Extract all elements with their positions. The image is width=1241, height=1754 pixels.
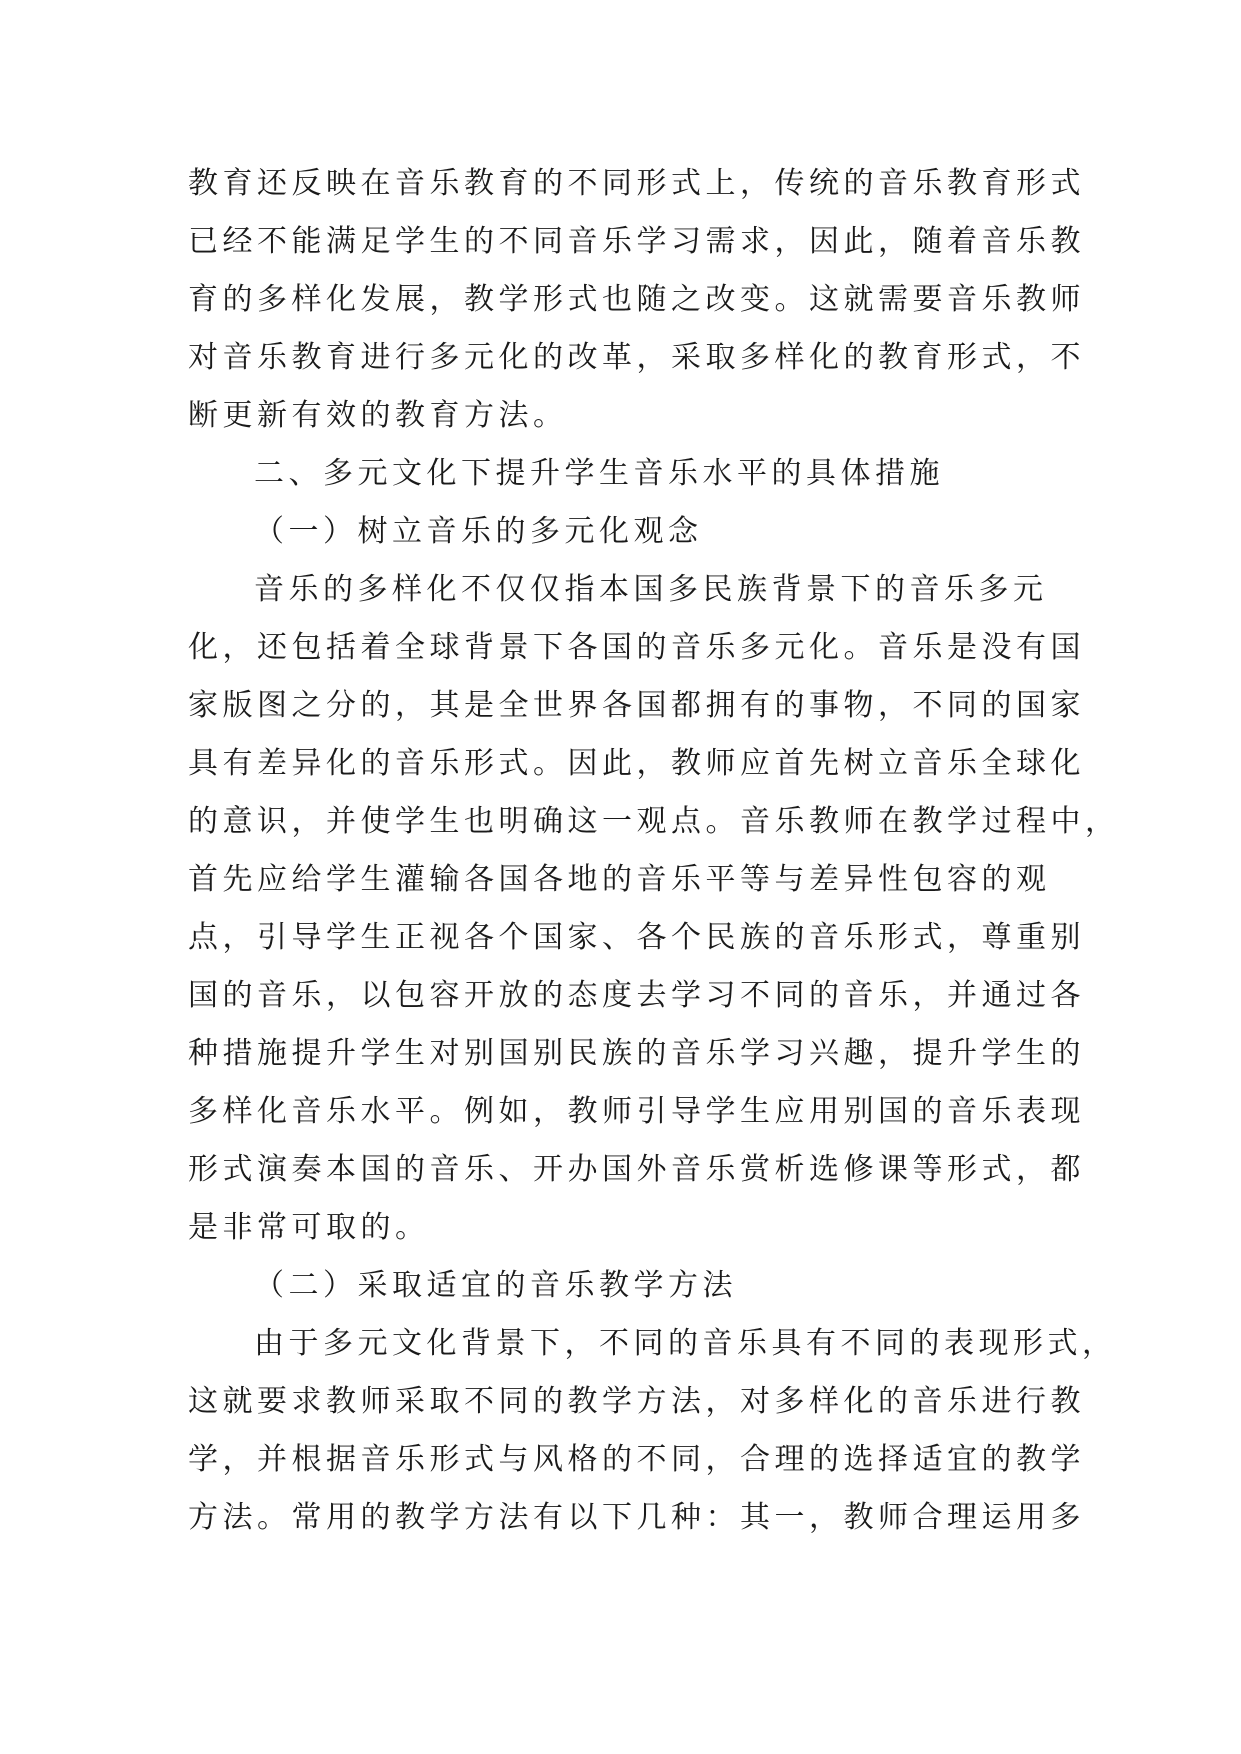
paragraph-3-line: 学，并根据音乐形式与风格的不同，合理的选择适宜的教学 [188,1442,1085,1477]
paragraph-1-line: 已经不能满足学生的不同音乐学习需求，因此，随着音乐教 [188,224,1085,259]
paragraph-3-line: 方法。常用的教学方法有以下几种：其一，教师合理运用多 [188,1500,1085,1535]
paragraph-3-line: 这就要求教师采取不同的教学方法，对多样化的音乐进行教 [188,1384,1085,1419]
paragraph-2-line: 形式演奏本国的音乐、开办国外音乐赏析选修课等形式，都 [188,1152,1085,1187]
paragraph-1-line: 教育还反映在音乐教育的不同形式上，传统的音乐教育形式 [188,166,1085,201]
paragraph-2 [188,561,1120,1257]
paragraph-2-line: 点，引导学生正视各个国家、各个民族的音乐形式，尊重别 [188,920,1085,955]
paragraph-2-line: 化，还包括着全球背景下各国的音乐多元化。音乐是没有国 [188,630,1085,665]
paragraph-1 [188,155,1085,445]
document-body [188,155,1120,1547]
paragraph-2-line: 家版图之分的，其是全世界各国都拥有的事物，不同的国家 [188,688,1085,723]
paragraph-1-line: 育的多样化发展，教学形式也随之改变。这就需要音乐教师 [188,282,1085,317]
subsection-heading-1: （一）树立音乐的多元化观念 [254,514,703,549]
section-heading-2: 二、多元文化下提升学生音乐水平的具体措施 [254,456,944,491]
paragraph-2-line: 是非常可取的。 [188,1210,430,1245]
paragraph-3-line: 由于多元文化背景下，不同的音乐具有不同的表现形式， [254,1326,1117,1361]
paragraph-2-line: 首先应给学生灌输各国各地的音乐平等与差异性包容的观 [188,862,1051,897]
paragraph-2-line: 种措施提升学生对别国别民族的音乐学习兴趣，提升学生的 [188,1036,1085,1071]
paragraph-2-line: 国的音乐，以包容开放的态度去学习不同的音乐，并通过各 [188,978,1085,1013]
paragraph-2-line: 具有差异化的音乐形式。因此，教师应首先树立音乐全球化 [188,746,1085,781]
paragraph-1-line: 对音乐教育进行多元化的改革，采取多样化的教育形式，不 [188,340,1085,375]
paragraph-2-line: 音乐的多样化不仅仅指本国多民族背景下的音乐多元 [254,572,1048,607]
paragraph-2-line: 多样化音乐水平。例如，教师引导学生应用别国的音乐表现 [188,1094,1085,1129]
subsection-heading-2: （二）采取适宜的音乐教学方法 [254,1268,737,1303]
paragraph-3 [188,1315,1117,1547]
paragraph-1-line: 断更新有效的教育方法。 [188,398,568,433]
paragraph-2-line: 的意识，并使学生也明确这一观点。音乐教师在教学过程中， [188,804,1120,839]
